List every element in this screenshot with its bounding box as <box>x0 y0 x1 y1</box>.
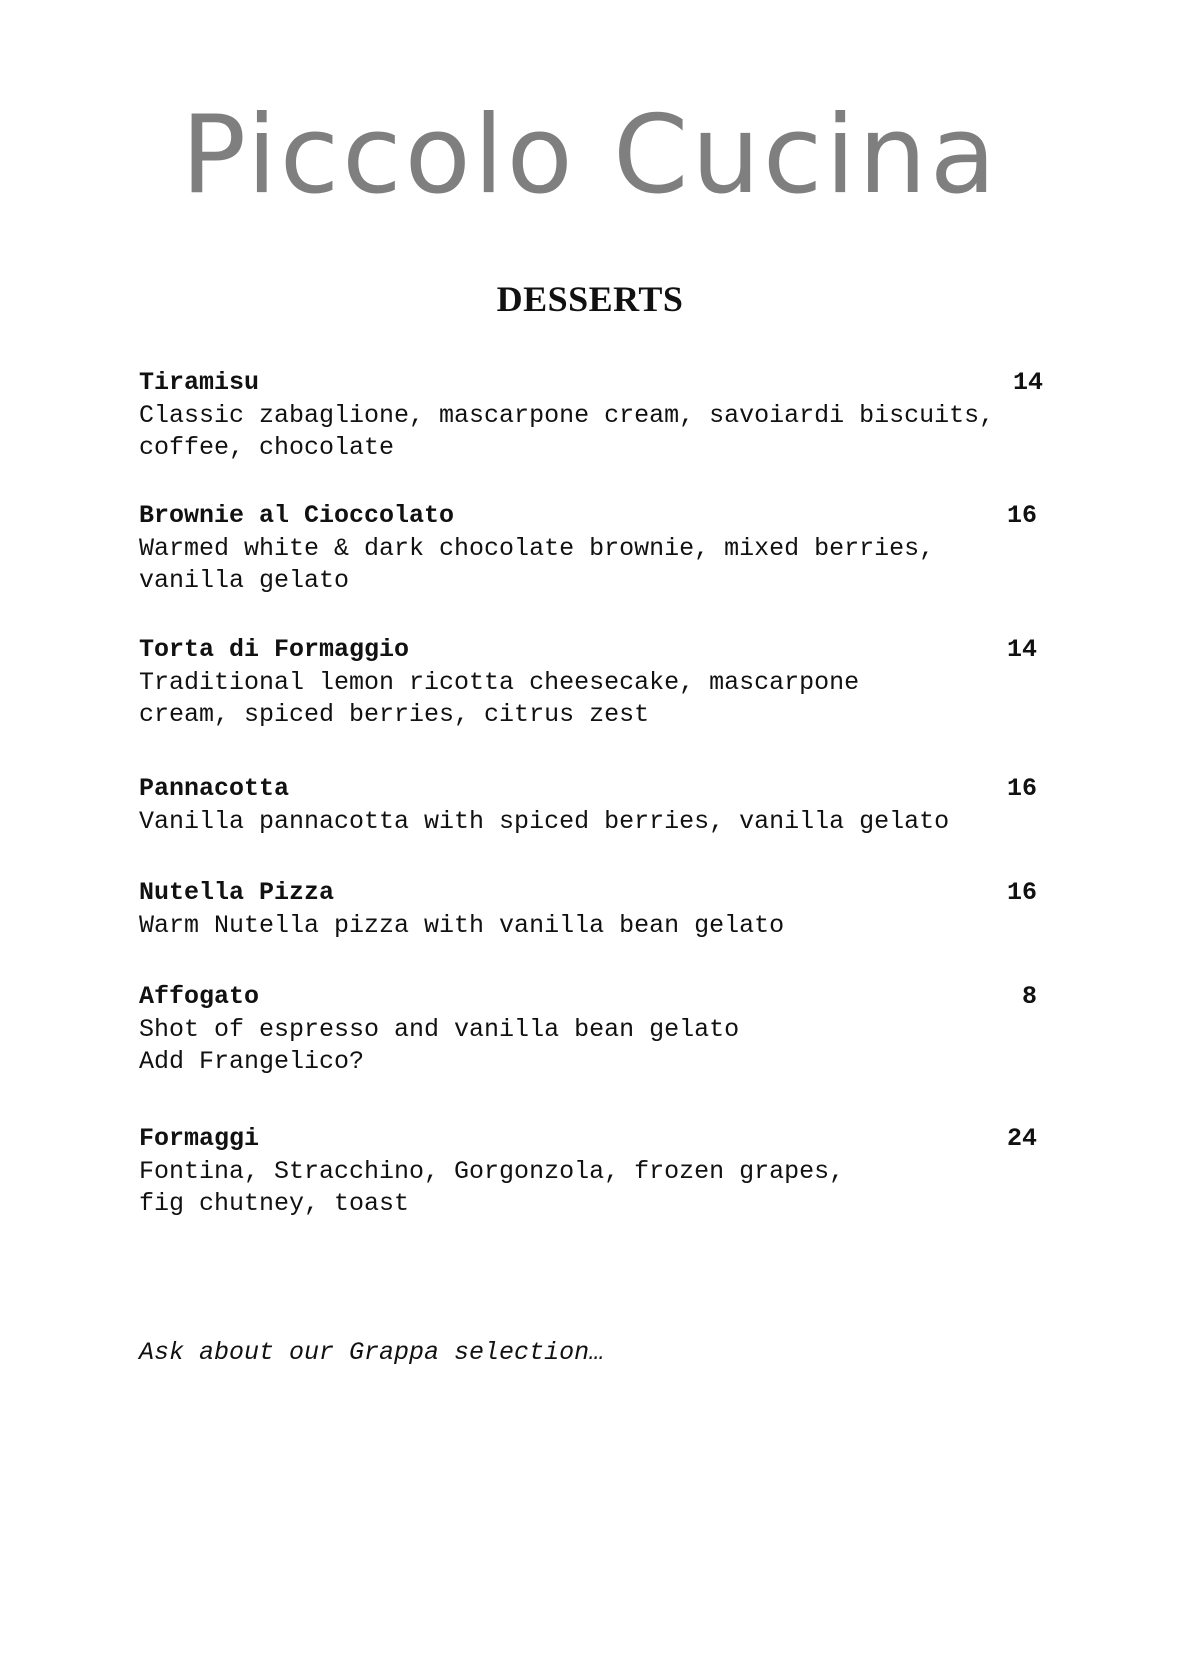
menu-item-price: 14 <box>1012 368 1043 397</box>
menu-item-name: Nutella Pizza <box>139 878 335 907</box>
menu-item-name: Pannacotta <box>139 774 290 803</box>
menu-item-name: Brownie al Cioccolato <box>139 501 455 530</box>
menu-item-tiramisu <box>139 366 1043 499</box>
menu-item-name: Torta di Formaggio <box>139 635 410 664</box>
menu-item-description: Traditional lemon ricotta cheesecake, mascarpone cream, spiced berries, citrus zest <box>139 668 860 729</box>
menu-item-header <box>139 633 1037 667</box>
menu-item-price: 16 <box>1006 501 1037 530</box>
menu-item-nutella-pizza <box>139 876 1037 980</box>
menu-item-price: 16 <box>1006 774 1037 803</box>
menu-item-header <box>139 772 1037 806</box>
menu-item-name: Tiramisu <box>139 368 260 397</box>
menu-item-header <box>139 876 1037 910</box>
menu-item-header <box>139 980 1037 1014</box>
menu-item-header <box>139 1122 1037 1156</box>
section-title: DESSERTS <box>496 279 684 319</box>
menu-item-header <box>139 366 1043 400</box>
menu-item-price: 24 <box>1006 1124 1037 1153</box>
menu-item-brownie <box>139 499 1037 633</box>
menu-item-pannacotta <box>139 772 1037 876</box>
menu-item-name: Affogato <box>139 982 260 1011</box>
menu-item-price: 14 <box>1006 635 1037 664</box>
menu-item-name: Formaggi <box>139 1124 260 1153</box>
menu-item-description: Shot of espresso and vanilla bean gelato Add Frangelico? <box>139 1015 740 1076</box>
menu-item-description: Fontina, Stracchino, Gorgonzola, frozen grapes, fig chutney, toast <box>139 1157 845 1218</box>
menu-item-price: 8 <box>1021 982 1037 1011</box>
menu-item-affogato <box>139 980 1037 1122</box>
menu-item-formaggi <box>139 1122 1037 1242</box>
menu-item-torta-di-formaggio <box>139 633 1037 772</box>
menu-item-description: Warmed white & dark chocolate brownie, mixed berries, vanilla gelato <box>139 534 935 595</box>
menu-item-description: Classic zabaglione, mascarpone cream, savoiardi biscuits, coffee, chocolate <box>139 401 995 462</box>
menu-item-price: 16 <box>1006 878 1037 907</box>
menu-item-description: Vanilla pannacotta with spiced berries, vanilla gelato <box>139 807 950 836</box>
menu-item-description: Warm Nutella pizza with vanilla bean gelato <box>139 911 785 940</box>
dessert-menu <box>139 366 1043 1242</box>
restaurant-name: Piccolo Cucina <box>181 93 999 218</box>
menu-item-header <box>139 499 1037 533</box>
grappa-note: Ask about our Grappa selection… <box>139 1338 605 1367</box>
